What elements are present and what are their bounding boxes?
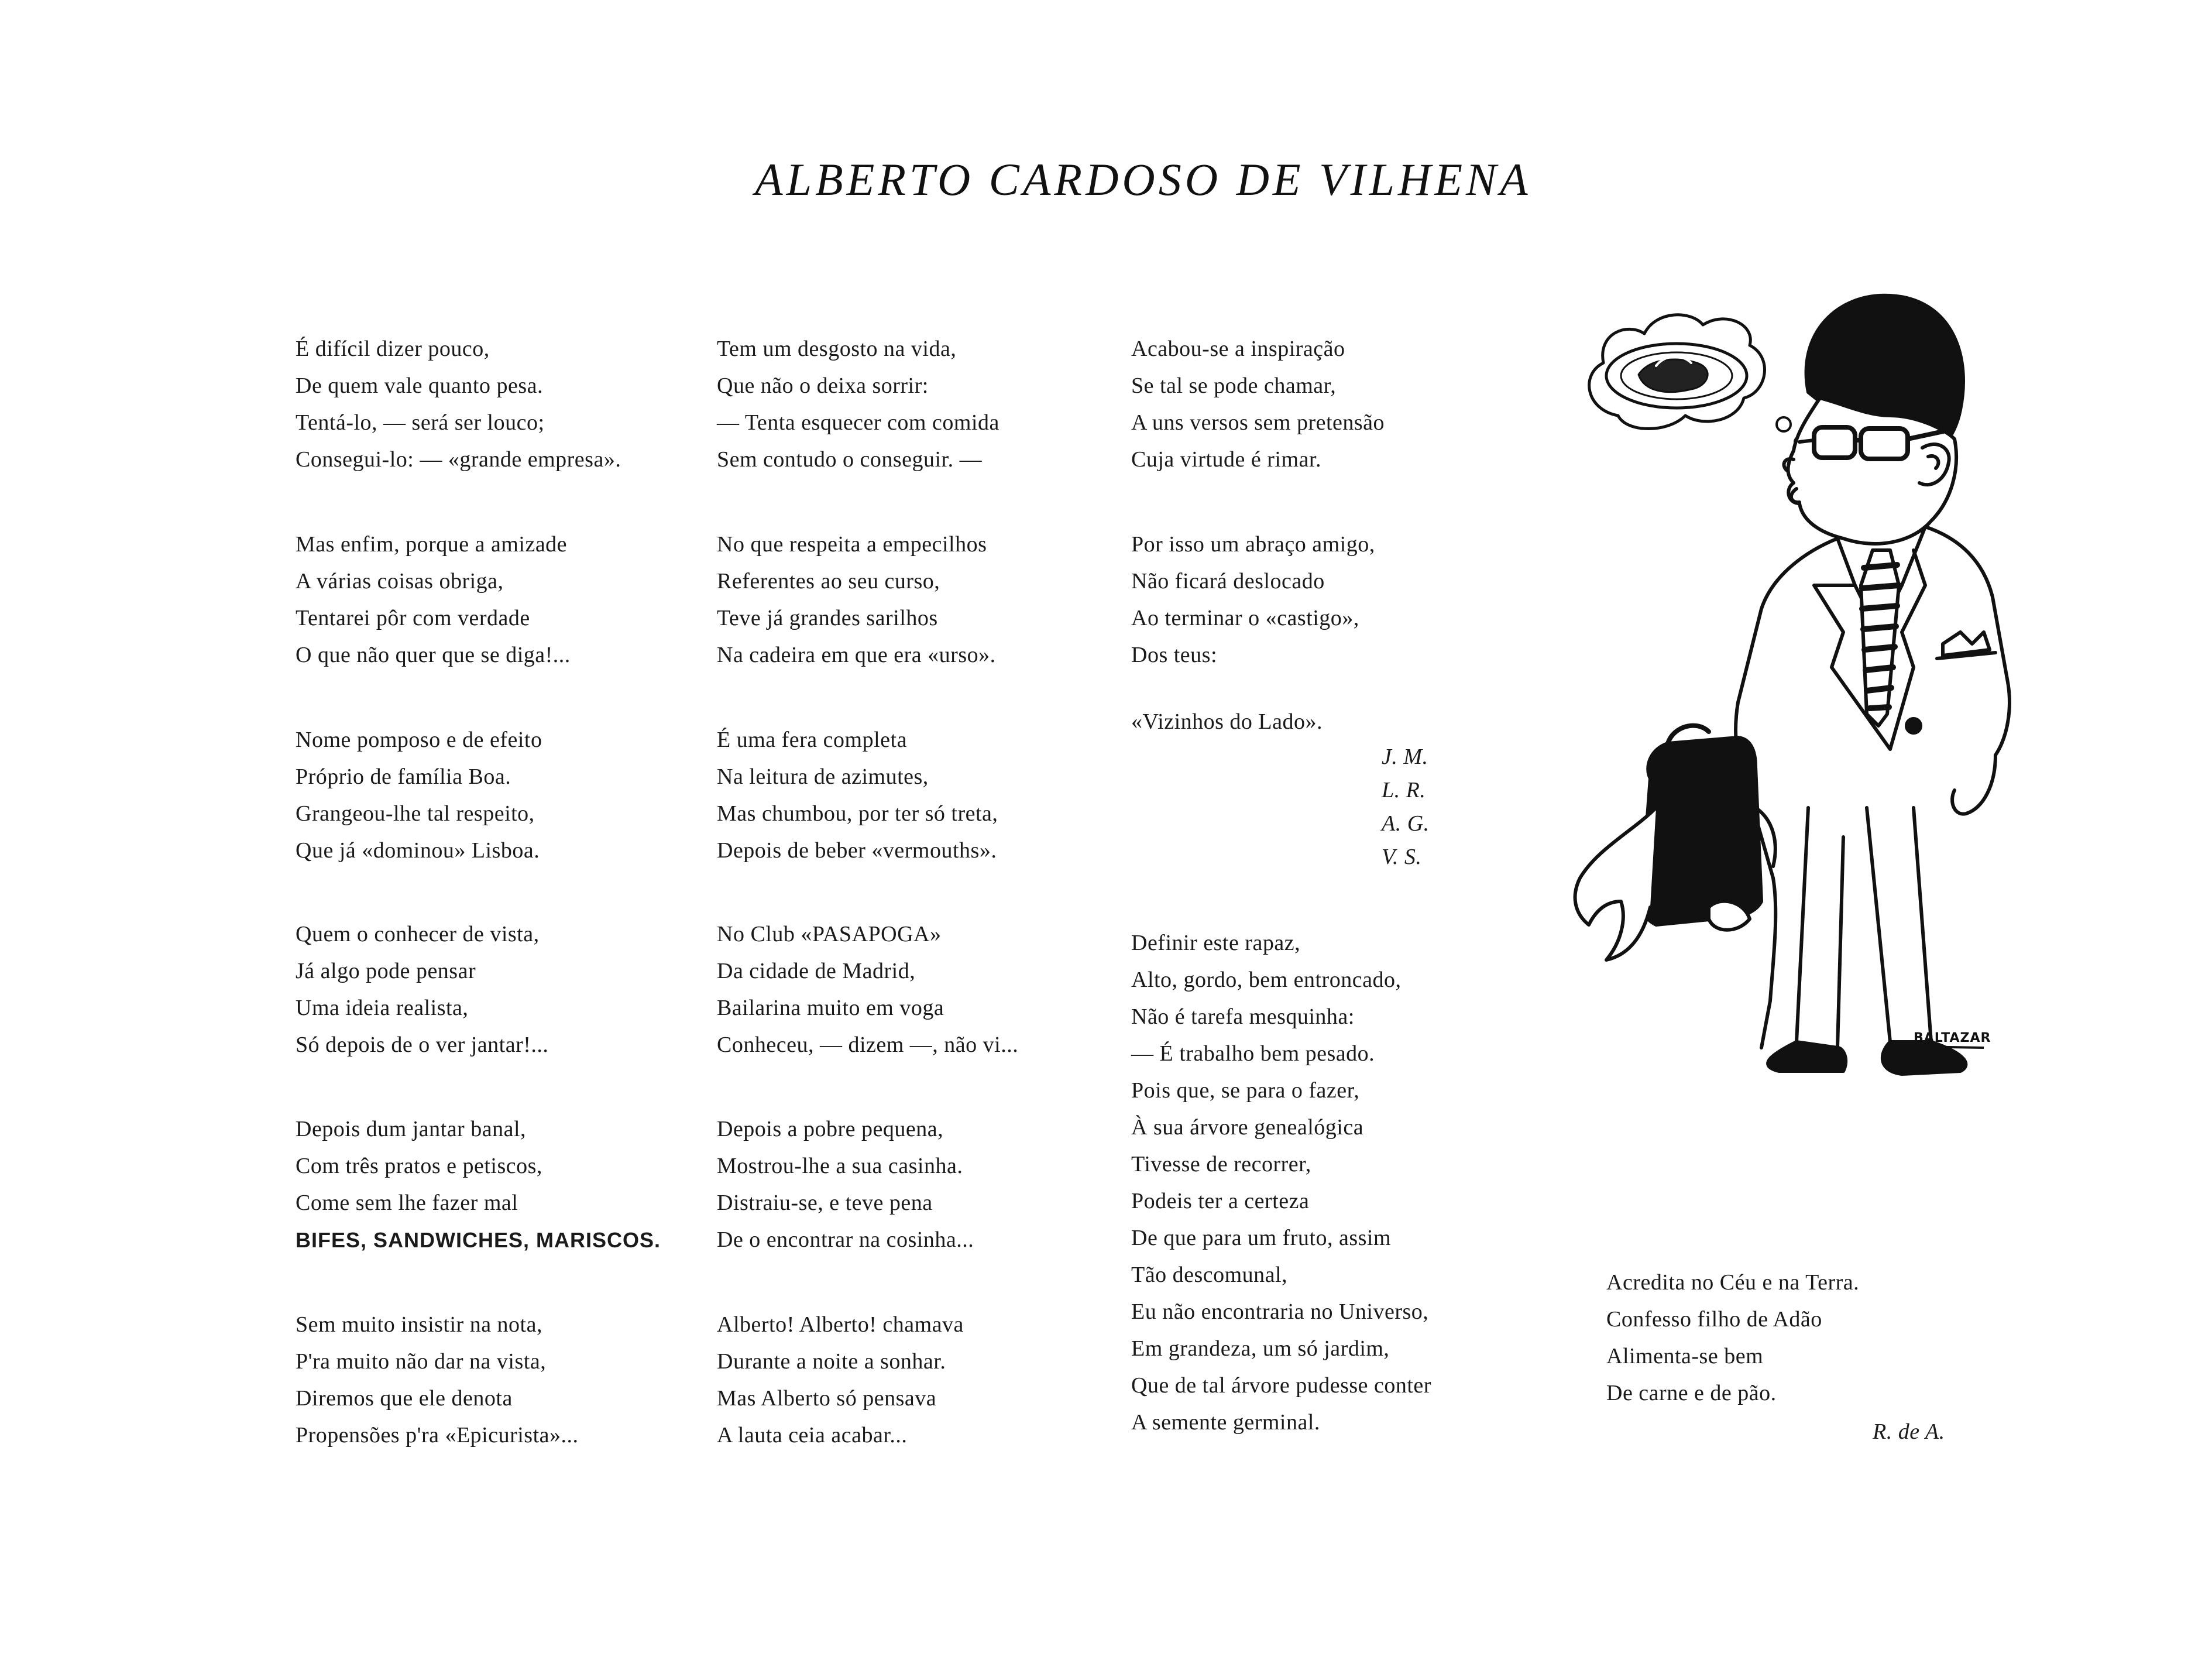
signature-block — [1382, 740, 1430, 874]
verse-line: Quem o conhecer de vista, — [296, 922, 540, 946]
stanza — [717, 526, 996, 674]
verse-line: É uma fera completa — [717, 728, 907, 752]
verse-line: Distraiu-se, e teve pena — [717, 1191, 933, 1215]
verse-line: Não ficará deslocado — [1131, 569, 1325, 594]
stanza — [296, 916, 548, 1064]
stanza — [717, 331, 999, 478]
verse-line: A uns versos sem pretensão — [1131, 410, 1385, 435]
thought-bubble — [1589, 315, 1804, 447]
verse-line: A semente germinal. — [1131, 1410, 1320, 1435]
verse-line: À sua árvore genealógica — [1131, 1115, 1364, 1140]
verse-line: A várias coisas obriga, — [296, 569, 504, 594]
verse-line: Depois a pobre pequena, — [717, 1117, 944, 1141]
verse-line: O que não quer que se diga!... — [296, 643, 571, 667]
verse-line: Não é tarefa mesquinha: — [1131, 1004, 1355, 1029]
stanza — [1606, 1264, 1859, 1412]
verse-line: Consegui-lo: — «grande empresa». — [296, 447, 621, 472]
stanza — [1131, 925, 1431, 1441]
verse-line: Que não o deixa sorrir: — [717, 373, 929, 398]
verse-line: Cuja virtude é rimar. — [1131, 447, 1321, 472]
signature-initials: A. G. — [1382, 811, 1430, 836]
verse-line: Próprio de família Boa. — [296, 764, 511, 789]
verse-line: Podeis ter a certeza — [1131, 1189, 1310, 1213]
verse-line: Acredita no Céu e na Terra. — [1606, 1270, 1860, 1295]
caricature-illustration — [1562, 222, 2019, 1112]
verse-line: Já algo pode pensar — [296, 959, 476, 983]
verse-line: Tentarei pôr com verdade — [296, 606, 530, 630]
verse-line: — Tenta esquecer com comida — [717, 410, 999, 435]
signature-text: R. de A. — [1873, 1419, 1945, 1444]
verse-line: Confesso filho de Adão — [1606, 1307, 1822, 1332]
stanza — [296, 722, 542, 869]
verse-line: Mas Alberto só pensava — [717, 1386, 937, 1411]
verse-line: Referentes ao seu curso, — [717, 569, 940, 594]
verse-line: Eu não encontraria no Universo, — [1131, 1299, 1429, 1324]
verse-line: Que já «dominou» Lisboa. — [296, 838, 540, 863]
verse-line: Em grandeza, um só jardim, — [1131, 1336, 1390, 1361]
verse-line: Tentá-lo, — será ser louco; — [296, 410, 545, 435]
verse-line: Come sem lhe fazer mal — [296, 1191, 518, 1215]
head — [1784, 296, 1963, 544]
verse-line: De quem vale quanto pesa. — [296, 373, 543, 398]
verse-line: Bailarina muito em voga — [717, 996, 944, 1020]
verse-line: Propensões p'ra «Epicurista»... — [296, 1423, 579, 1448]
verse-line: «Vizinhos do Lado». — [1131, 709, 1323, 734]
verse-line: Por isso um abraço amigo, — [1131, 532, 1375, 557]
stanza — [717, 916, 1018, 1064]
verse-line: Alberto! Alberto! chamava — [717, 1312, 964, 1337]
stanza — [296, 526, 571, 674]
verse-line: Que de tal árvore pudesse conter — [1131, 1373, 1431, 1398]
verse-line: Dos teus: — [1131, 643, 1217, 667]
verse-line: Se tal se pode chamar, — [1131, 373, 1337, 398]
signature — [1873, 1414, 1945, 1450]
verse-line-bold: BIFES, SANDWICHES, MARISCOS. — [296, 1228, 661, 1252]
stanza — [717, 1306, 964, 1454]
verse-line: É difícil dizer pouco, — [296, 337, 490, 361]
artist-signature: BALTAZAR — [1914, 1031, 1991, 1045]
verse-line: No Club «PASAPOGA» — [717, 922, 942, 946]
verse-line: De carne e de pão. — [1606, 1381, 1777, 1405]
suit — [1736, 527, 2010, 1074]
verse-line: No que respeita a empecilhos — [717, 532, 987, 557]
verse-line: Mas enfim, porque a amizade — [296, 532, 568, 557]
verse-line: Tão descomunal, — [1131, 1263, 1288, 1287]
verse-line: Mas chumbou, por ter só treta, — [717, 801, 998, 826]
verse-line: — É trabalho bem pesado. — [1131, 1041, 1375, 1066]
signature-initials: L. R. — [1382, 778, 1426, 802]
verse-line: De o encontrar na cosinha... — [717, 1227, 974, 1252]
stanza — [296, 1306, 579, 1454]
stanza — [1131, 526, 1375, 674]
verse-line: Tem um desgosto na vida, — [717, 337, 957, 361]
verse-line: Acabou-se a inspiração — [1131, 337, 1345, 361]
verse-line: Conheceu, — dizem —, não vi... — [717, 1033, 1019, 1057]
verse-line: Depois de beber «vermouths». — [717, 838, 997, 863]
verse-line: Com três pratos e petiscos, — [296, 1154, 542, 1178]
verse-line: Depois dum jantar banal, — [296, 1117, 527, 1141]
verse-line: Teve já grandes sarilhos — [717, 606, 938, 630]
briefcase — [1575, 726, 1775, 960]
verse-line: Definir este rapaz, — [1131, 931, 1301, 955]
stanza — [1131, 331, 1385, 478]
verse-line: Da cidade de Madrid, — [717, 959, 916, 983]
verse-line: De que para um fruto, assim — [1131, 1226, 1392, 1250]
stanza — [296, 331, 621, 478]
verse-line: Diremos que ele denota — [296, 1386, 513, 1411]
verse-line: Sem muito insistir na nota, — [296, 1312, 542, 1337]
page-title: ALBERTO CARDOSO DE VILHENA — [755, 154, 1531, 205]
verse-line: Alto, gordo, bem entroncado, — [1131, 968, 1402, 992]
verse-line: Ao terminar o «castigo», — [1131, 606, 1359, 630]
stanza — [1131, 704, 1323, 740]
stanza — [717, 722, 998, 869]
stanza — [717, 1111, 974, 1258]
verse-line: Durante a noite a sonhar. — [717, 1349, 946, 1374]
signature-initials: J. M. — [1382, 745, 1428, 769]
verse-line: Só depois de o ver jantar!... — [296, 1033, 549, 1057]
verse-line: Na cadeira em que era «urso». — [717, 643, 996, 667]
verse-line: Sem contudo o conseguir. — — [717, 447, 983, 472]
verse-line: Na leitura de azimutes, — [717, 764, 929, 789]
verse-line: Alimenta-se bem — [1606, 1344, 1764, 1368]
verse-line: Tivesse de recorrer, — [1131, 1152, 1311, 1176]
stanza — [296, 1111, 661, 1258]
verse-line: Uma ideia realista, — [296, 996, 469, 1020]
signature-initials: V. S. — [1382, 845, 1422, 869]
verse-line: Nome pomposo e de efeito — [296, 728, 542, 752]
verse-line: Pois que, se para o fazer, — [1131, 1078, 1360, 1103]
verse-line: Grangeou-lhe tal respeito, — [296, 801, 535, 826]
verse-line: Mostrou-lhe a sua casinha. — [717, 1154, 963, 1178]
verse-line: A lauta ceia acabar... — [717, 1423, 908, 1448]
verse-line: P'ra muito não dar na vista, — [296, 1349, 547, 1374]
